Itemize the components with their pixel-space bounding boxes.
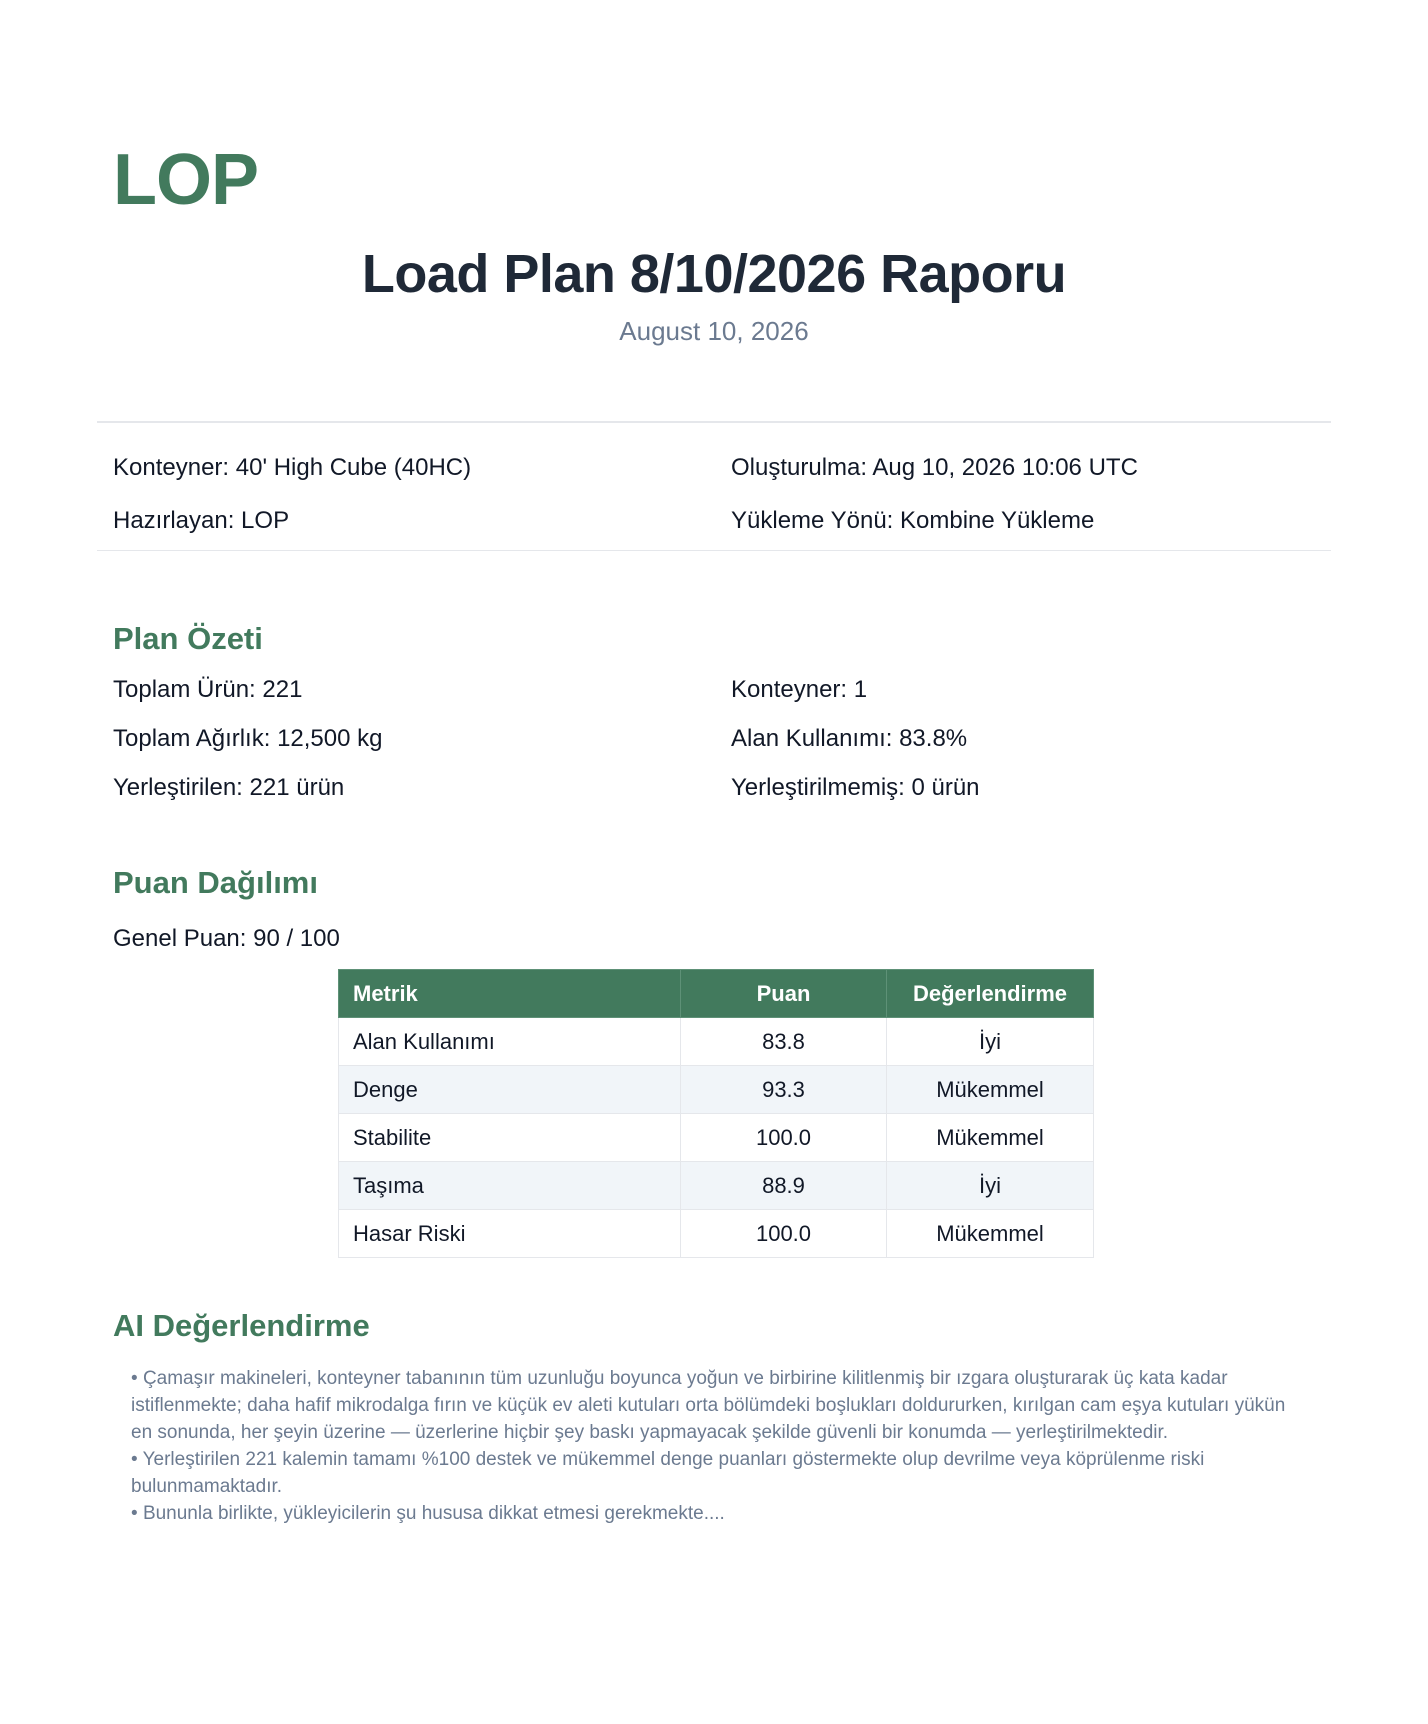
rating-cell: Mükemmel [887, 1210, 1094, 1258]
ai-assessment-list [131, 1365, 1308, 1527]
rating-cell: Mükemmel [887, 1114, 1094, 1162]
rating-cell: İyi [887, 1162, 1094, 1210]
table-row [339, 1018, 1094, 1066]
list-item: • Bununla birlikte, yükleyicilerin şu hususa dikkat etmesi gerekmekte.... [131, 1500, 1308, 1527]
metric-cell: Hasar Riski [339, 1210, 681, 1258]
score-cell: 83.8 [681, 1018, 887, 1066]
summary-unplaced: Yerleştirilmemiş: 0 ürün [731, 774, 980, 801]
list-item: • Yerleştirilen 221 kalemin tamamı %100 destek ve mükemmel denge puanları göstermekte olup devrilme veya köprülenme riski bulunmamaktadır. [131, 1446, 1308, 1500]
list-item: • Çamaşır makineleri, konteyner tabanının tüm uzunluğu boyunca yoğun ve birbirine kilitlenmiş bir ızgara oluşturarak üç kata kadar istiflenmekte; daha hafif mikrodalga fırın ve küçük ev aleti kutuları orta bölümdeki boşlukları doldururken, kırılgan cam eşya kutuları yükün en sonunda, her şeyin üzerine — üzerlerine hiçbir şey baskı yapmayacak şekilde güvenli bir konumda — yerleştirilmektedir. [131, 1365, 1308, 1446]
score-table-header [339, 970, 1094, 1018]
metric-cell: Alan Kullanımı [339, 1018, 681, 1066]
rating-cell: Mükemmel [887, 1066, 1094, 1114]
table-row [339, 1162, 1094, 1210]
score-cell: 100.0 [681, 1210, 887, 1258]
metric-cell: Stabilite [339, 1114, 681, 1162]
table-row [339, 1066, 1094, 1114]
score-cell: 93.3 [681, 1066, 887, 1114]
info-container: Konteyner: 40' High Cube (40HC) [113, 454, 472, 481]
metric-cell: Taşıma [339, 1162, 681, 1210]
summary-total-items: Toplam Ürün: 221 [113, 676, 303, 703]
score-table [338, 969, 1094, 1258]
info-created: Oluşturulma: Aug 10, 2026 10:06 UTC [731, 454, 1138, 481]
column-header-rating: Değerlendirme [887, 970, 1094, 1018]
rating-cell: İyi [887, 1018, 1094, 1066]
column-header-metric: Metrik [339, 970, 681, 1018]
score-cell: 100.0 [681, 1114, 887, 1162]
logo: LOP [113, 140, 259, 220]
plan-summary-heading: Plan Özeti [113, 621, 263, 656]
report-title: Load Plan 8/10/2026 Raporu [361, 244, 1067, 304]
info-prepared-by: Hazırlayan: LOP [113, 507, 290, 534]
info-grid [113, 453, 1331, 535]
summary-space-utilization: Alan Kullanımı: 83.8% [731, 725, 968, 752]
score-breakdown-heading: Puan Dağılımı [113, 865, 318, 900]
info-loading-direction: Yükleme Yönü: Kombine Yükleme [731, 507, 1095, 534]
ai-assessment-heading: AI Değerlendirme [113, 1308, 370, 1343]
overall-score: Genel Puan: 90 / 100 [113, 925, 340, 952]
info-block [97, 421, 1331, 551]
score-cell: 88.9 [681, 1162, 887, 1210]
table-row [339, 1114, 1094, 1162]
summary-total-weight: Toplam Ağırlık: 12,500 kg [113, 725, 383, 752]
summary-placed: Yerleştirilen: 221 ürün [113, 774, 345, 801]
table-row [339, 1210, 1094, 1258]
plan-summary-grid [113, 675, 1331, 802]
metric-cell: Denge [339, 1066, 681, 1114]
report-date: August 10, 2026 [619, 316, 809, 346]
column-header-score: Puan [681, 970, 887, 1018]
summary-container-count: Konteyner: 1 [731, 676, 868, 703]
